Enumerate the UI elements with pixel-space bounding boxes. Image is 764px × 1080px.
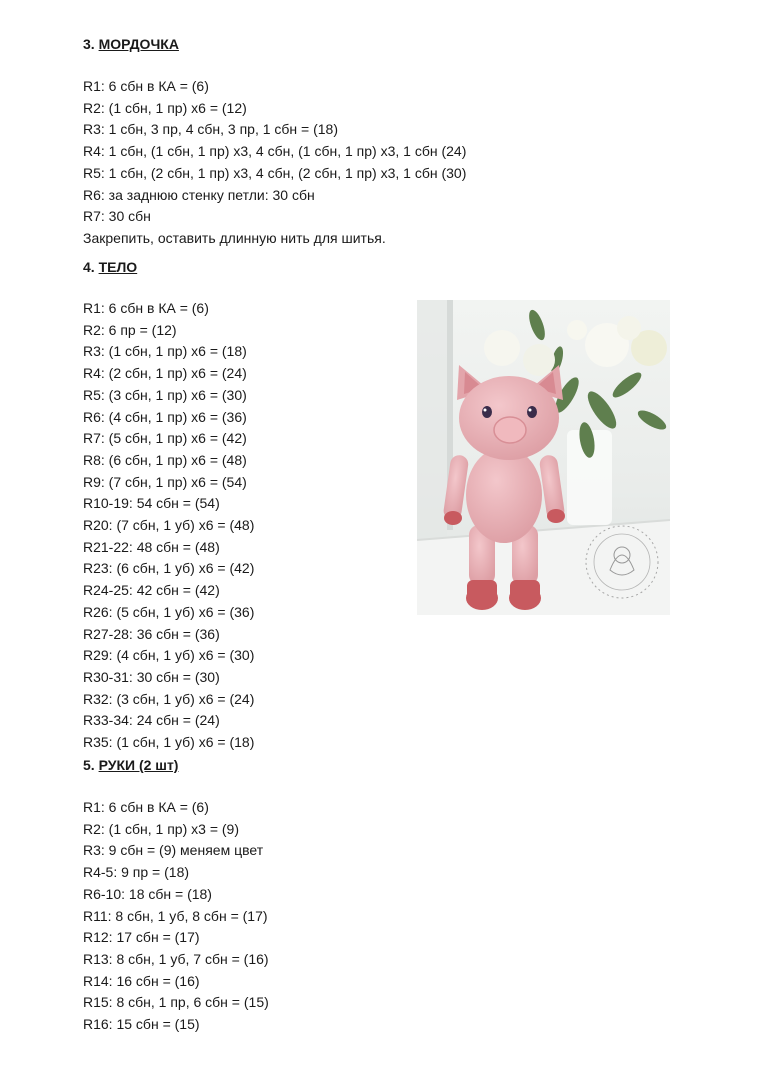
pattern-row: R26: (5 сбн, 1 уб) х6 = (36) — [83, 603, 255, 620]
pattern-row: R6: за заднюю стенку петли: 30 сбн — [83, 186, 315, 203]
pattern-row: R4: (2 сбн, 1 пр) х6 = (24) — [83, 365, 247, 382]
pattern-row: R5: 1 сбн, (2 сбн, 1 пр) х3, 4 сбн, (2 сбн, 1 пр) х3, 1 сбн (30) — [83, 164, 467, 181]
pattern-row: R6-10: 18 сбн = (18) — [83, 885, 212, 902]
pattern-row: R7: (5 сбн, 1 пр) х6 = (42) — [83, 430, 247, 447]
section-heading — [83, 35, 466, 53]
section-heading — [83, 756, 269, 774]
pattern-row: R9: (7 сбн, 1 пр) х6 = (54) — [83, 473, 247, 490]
pattern-row: R2: 6 пр = (12) — [83, 321, 177, 338]
pattern-row: R33-34: 24 сбн = (24) — [83, 712, 220, 729]
section-title: РУКИ (2 шт) — [98, 757, 179, 773]
pattern-row: R21-22: 48 сбн = (48) — [83, 538, 220, 555]
pattern-row: R11: 8 сбн, 1 уб, 8 сбн = (17) — [83, 907, 268, 924]
section-telo — [83, 258, 254, 754]
pattern-row: R12: 17 сбн = (17) — [83, 929, 200, 946]
pattern-row: R24-25: 42 сбн = (42) — [83, 582, 220, 599]
pig-body — [466, 447, 542, 543]
pattern-row: R15: 8 сбн, 1 пр, 6 сбн = (15) — [83, 994, 269, 1011]
pattern-row: R32: (3 сбн, 1 уб) х6 = (24) — [83, 690, 255, 707]
pattern-row: R4-5: 9 пр = (18) — [83, 864, 190, 881]
pattern-row: R5: (3 сбн, 1 пр) х6 = (30) — [83, 386, 247, 403]
pattern-row: R13: 8 сбн, 1 уб, 7 сбн = (16) — [83, 950, 269, 967]
pattern-row: R1: 6 сбн в КА = (6) — [83, 78, 209, 94]
pattern-row: R4: 1 сбн, (1 сбн, 1 пр) х3, 4 сбн, (1 сбн, 1 пр) х3, 1 сбн (24) — [83, 143, 467, 160]
pig-toy-photo — [417, 300, 670, 615]
pattern-row: R16: 15 сбн = (15) — [83, 1016, 200, 1033]
pattern-row: R10-19: 54 сбн = (54) — [83, 495, 220, 512]
pattern-row: R3: 9 сбн = (9) меняем цвет — [83, 842, 264, 859]
pattern-row: R1: 6 сбн в КА = (6) — [83, 300, 209, 316]
pattern-row: R29: (4 сбн, 1 уб) х6 = (30) — [83, 647, 255, 664]
section-title: ТЕЛО — [98, 259, 138, 275]
pattern-row: R3: 1 сбн, 3 пр, 4 сбн, 3 пр, 1 сбн = (18) — [83, 121, 339, 138]
section-number: 5. — [83, 757, 95, 773]
pattern-row: R7: 30 сбн — [83, 208, 151, 225]
pattern-row: R6: (4 сбн, 1 пр) х6 = (36) — [83, 408, 247, 425]
pattern-row: R2: (1 сбн, 1 пр) х3 = (9) — [83, 820, 239, 837]
pattern-row: R30-31: 30 сбн = (30) — [83, 668, 220, 685]
pattern-row: R23: (6 сбн, 1 уб) х6 = (42) — [83, 560, 255, 577]
pattern-row: R1: 6 сбн в КА = (6) — [83, 799, 209, 815]
pattern-row: R20: (7 сбн, 1 уб) х6 = (48) — [83, 517, 255, 534]
pattern-row: R3: (1 сбн, 1 пр) х6 = (18) — [83, 343, 247, 360]
pattern-row: R35: (1 сбн, 1 уб) х6 = (18) — [83, 734, 255, 751]
section-number: 3. — [83, 36, 95, 52]
section-heading — [83, 258, 254, 276]
row-list — [83, 797, 269, 1036]
pattern-row: R2: (1 сбн, 1 пр) х6 = (12) — [83, 99, 247, 116]
section-number: 4. — [83, 259, 95, 275]
row-list — [83, 298, 254, 754]
pig-snout — [494, 417, 526, 443]
section-mordochka — [83, 35, 466, 250]
pattern-row: R8: (6 сбн, 1 пр) х6 = (48) — [83, 451, 247, 468]
pattern-row: R27-28: 36 сбн = (36) — [83, 625, 220, 642]
pattern-note: Закрепить, оставить длинную нить для шитья. — [83, 229, 386, 246]
section-ruki — [83, 756, 269, 1036]
row-list — [83, 76, 466, 250]
section-title: МОРДОЧКА — [98, 36, 179, 52]
pattern-row: R14: 16 сбн = (16) — [83, 972, 200, 989]
